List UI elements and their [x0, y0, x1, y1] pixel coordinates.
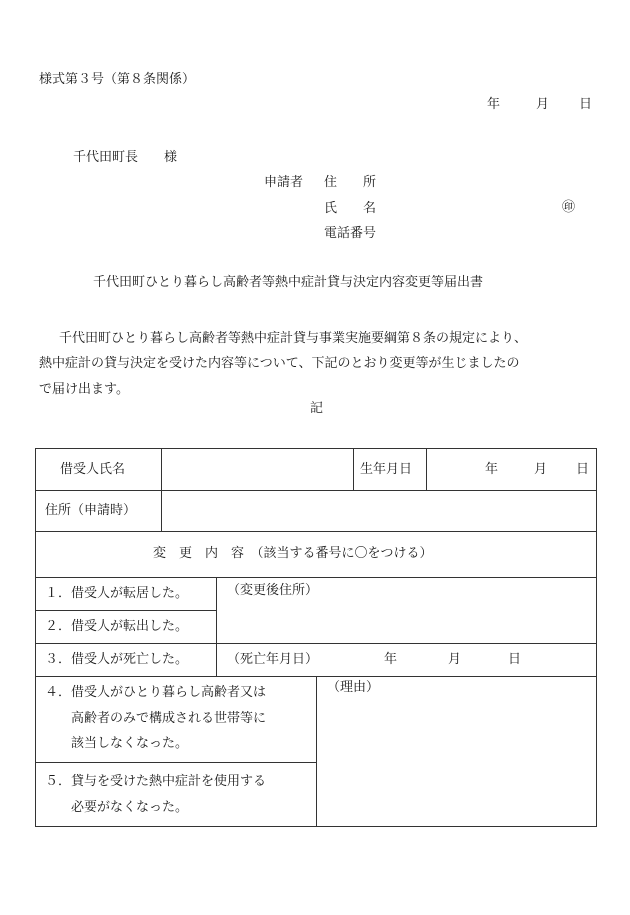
change-option-3[interactable]: ３．借受人が死亡した。 — [45, 652, 189, 667]
table-border-top — [35, 448, 596, 449]
column-divider — [353, 448, 354, 490]
new-address-label: （変更後住所） — [227, 583, 319, 598]
borrower-name-field[interactable] — [165, 451, 351, 487]
option-4-line-1: ４．借受人がひとり暮らし高齢者又は — [45, 685, 267, 700]
death-day-label: 日 — [508, 652, 522, 667]
column-divider — [426, 448, 427, 490]
date-day-label: 日 — [579, 97, 593, 112]
body-line-1: 千代田町ひとり暮らし高齢者等熱中症計貸与事業実施要綱第８条の規定により、 — [59, 331, 528, 346]
death-month-label: 月 — [448, 652, 462, 667]
date-year-label: 年 — [487, 97, 501, 112]
row-divider — [35, 531, 596, 532]
change-option-5[interactable] — [45, 769, 266, 820]
row-divider — [35, 490, 596, 491]
table-border-left — [35, 448, 36, 827]
column-divider — [161, 448, 162, 531]
column-divider — [316, 676, 317, 826]
row-divider — [35, 577, 596, 578]
reason-label: （理由） — [327, 680, 380, 695]
application-address-field[interactable] — [165, 493, 593, 529]
birthdate-field[interactable] — [430, 451, 594, 487]
birthdate-label: 生年月日 — [360, 462, 413, 477]
table-border-right — [596, 448, 597, 827]
column-divider — [216, 577, 217, 676]
body-line-2: 熱中症計の貸与決定を受けた内容等について、下記のとおり変更等が生じましたの — [39, 356, 520, 372]
birth-day-label: 日 — [576, 462, 590, 477]
change-content-header: 変 更 内 容 （該当する番号に〇をつける） — [153, 546, 433, 561]
document-title: 千代田町ひとり暮らし高齢者等熱中症計貸与決定内容変更等届出書 — [93, 275, 484, 290]
option-5-line-2: 必要がなくなった。 — [71, 799, 189, 815]
applicant-address-label: 住 所 — [324, 175, 377, 190]
change-option-1[interactable]: １．借受人が転居した。 — [45, 586, 189, 601]
row-divider — [35, 643, 596, 644]
row-divider — [35, 762, 316, 763]
table-border-bottom — [35, 826, 596, 827]
change-option-2[interactable]: ２．借受人が転出した。 — [45, 619, 189, 634]
death-year-label: 年 — [384, 652, 398, 667]
addressee: 千代田町長 様 — [73, 150, 178, 165]
body-line-3: で届け出ます。 — [39, 381, 129, 397]
application-address-label: 住所（申請時） — [45, 503, 137, 518]
record-mark: 記 — [310, 401, 324, 416]
option-4-line-3: 該当しなくなった。 — [71, 736, 189, 751]
applicant-phone-label: 電話番号 — [324, 226, 377, 241]
date-month-label: 月 — [536, 97, 550, 112]
form-number: 様式第３号（第８条関係） — [39, 72, 196, 87]
seal-mark: ㊞ — [562, 200, 576, 215]
borrower-name-label: 借受人氏名 — [60, 462, 126, 477]
option-5-line-1: ５．貸与を受けた熱中症計を使用する — [45, 774, 267, 789]
row-divider — [35, 610, 216, 611]
applicant-label: 申請者 — [264, 175, 304, 190]
applicant-name-label: 氏 名 — [324, 201, 377, 216]
body-text — [39, 326, 601, 402]
option-4-line-2: 高齢者のみで構成される世帯等に — [71, 710, 267, 726]
birth-year-label: 年 — [485, 462, 499, 477]
death-date-label: （死亡年月日） — [227, 652, 319, 667]
change-notification-table — [35, 448, 596, 826]
change-option-4[interactable] — [45, 680, 266, 757]
birth-month-label: 月 — [534, 462, 548, 477]
